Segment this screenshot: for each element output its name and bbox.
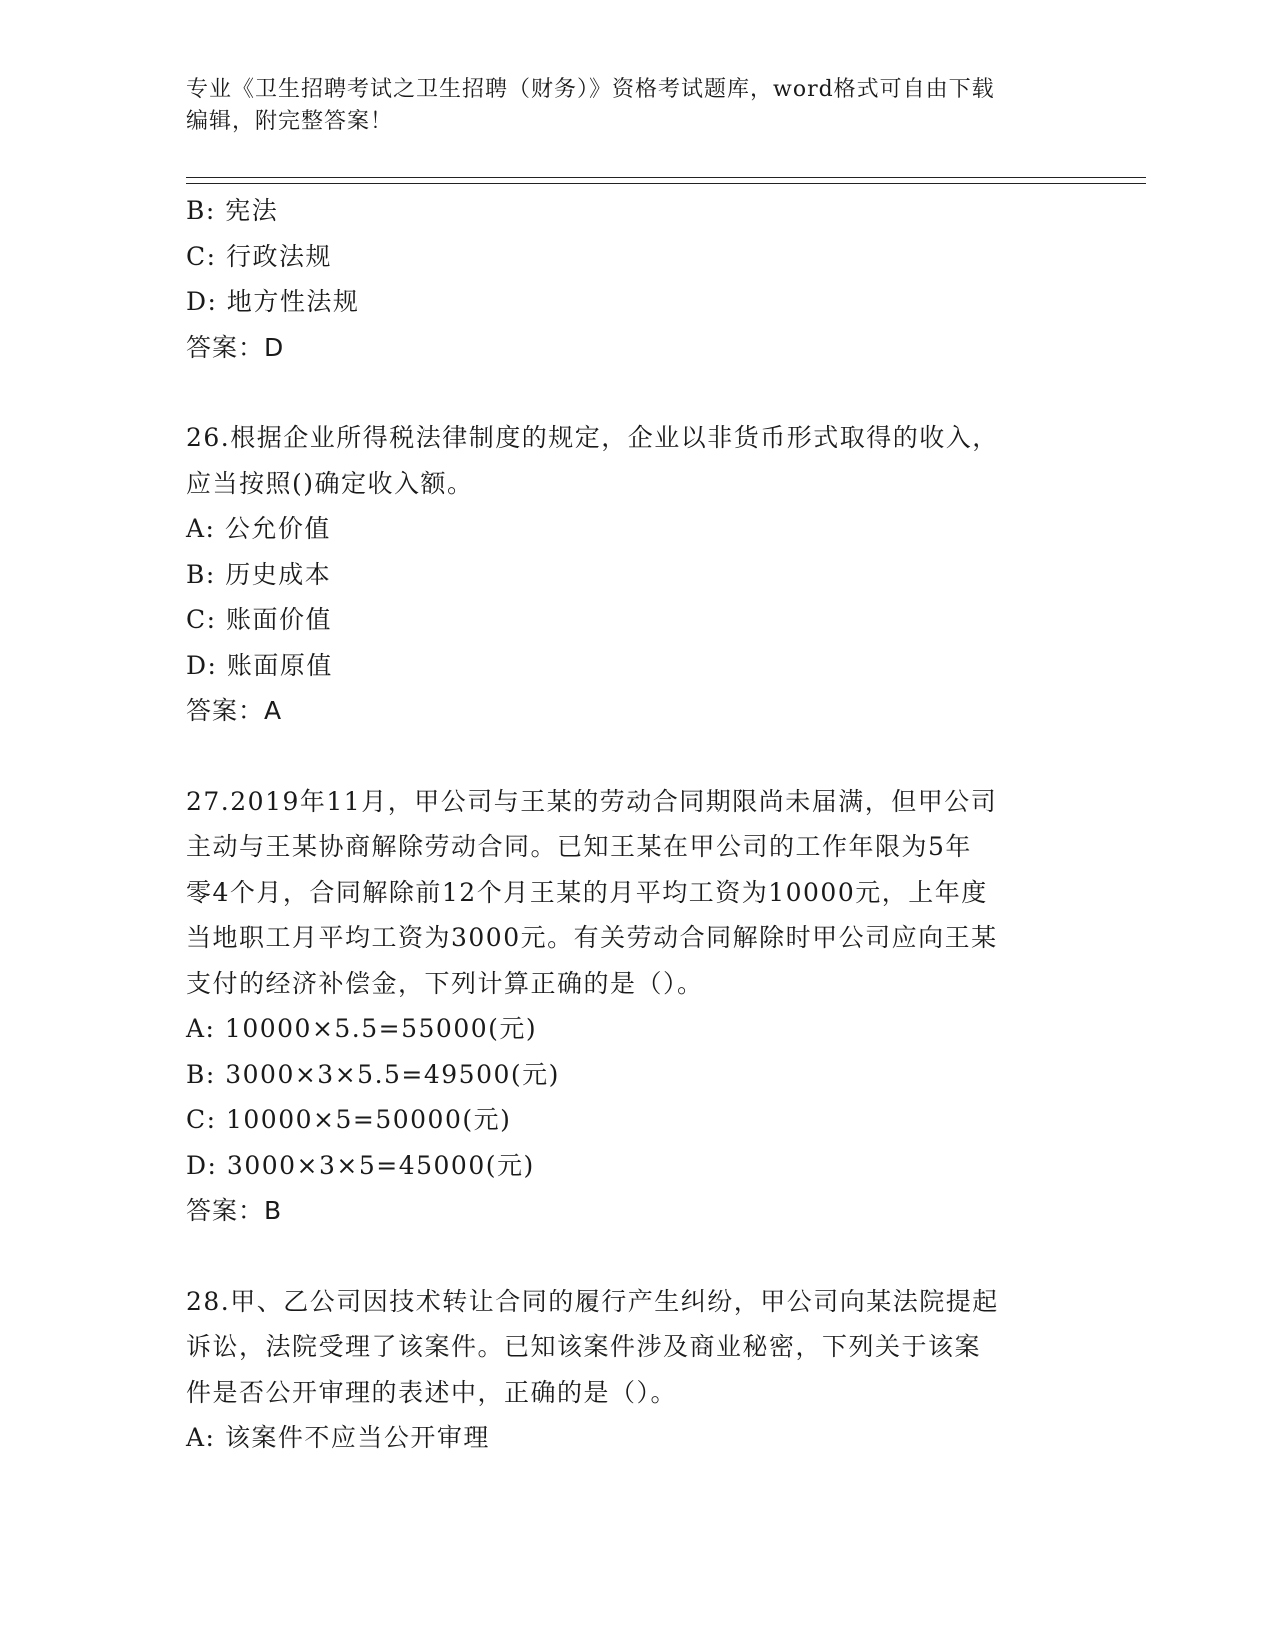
question-26	[186, 415, 1066, 734]
header-line-2: 编辑，附完整答案！	[186, 109, 394, 134]
question-27	[186, 779, 1066, 1234]
page-header	[186, 74, 1066, 138]
question-28	[186, 1279, 1066, 1461]
option-b: B: 宪法	[186, 196, 279, 225]
option-c: C: 账面价值	[186, 605, 332, 634]
question-text-line: 27.2019年11月，甲公司与王某的劳动合同期限尚未届满，但甲公司	[186, 786, 998, 816]
answer: 答案：B	[186, 1196, 283, 1225]
option-a: A: 该案件不应当公开审理	[186, 1423, 490, 1452]
question-text-line: 主动与王某协商解除劳动合同。已知王某在甲公司的工作年限为5年	[186, 832, 972, 861]
option-d: D: 地方性法规	[186, 287, 360, 316]
question-text-line: 应当按照()确定收入额。	[186, 468, 474, 498]
question-content	[186, 188, 1066, 1461]
answer: 答案：A	[186, 696, 283, 725]
header-divider	[186, 177, 1146, 184]
question-text-line: 零4个月，合同解除前12个月王某的月平均工资为10000元，上年度	[186, 877, 988, 907]
option-c: C: 行政法规	[186, 241, 332, 271]
option-c: C: 10000×5=50000(元)	[186, 1105, 512, 1134]
option-a: A: 10000×5.5=55000(元)	[186, 1014, 538, 1043]
option-a: A: 公允价值	[186, 514, 331, 543]
option-b: B: 历史成本	[186, 559, 332, 589]
option-d: D: 3000×3×5=45000(元)	[186, 1150, 535, 1180]
header-line-1: 专业《卫生招聘考试之卫生招聘（财务）》资格考试题库，word格式可自由下载	[186, 77, 995, 102]
question-text-line: 28.甲、乙公司因技术转让合同的履行产生纠纷，甲公司向某法院提起	[186, 1286, 999, 1316]
question-text-line: 诉讼，法院受理了该案件。已知该案件涉及商业秘密，下列关于该案	[186, 1332, 982, 1361]
question-text-line: 支付的经济补偿金，下列计算正确的是（）。	[186, 968, 704, 998]
answer: 答案：D	[186, 332, 285, 362]
question-text-line: 件是否公开审理的表述中，正确的是（）。	[186, 1377, 678, 1407]
question-text-line: 当地职工月平均工资为3000元。有关劳动合同解除时甲公司应向王某	[186, 923, 998, 952]
option-b: B: 3000×3×5.5=49500(元)	[186, 1059, 560, 1089]
question-25-continued	[186, 188, 1066, 370]
option-d: D: 账面原值	[186, 650, 333, 680]
question-text-line: 26.根据企业所得税法律制度的规定，企业以非货币形式取得的收入，	[186, 423, 999, 452]
